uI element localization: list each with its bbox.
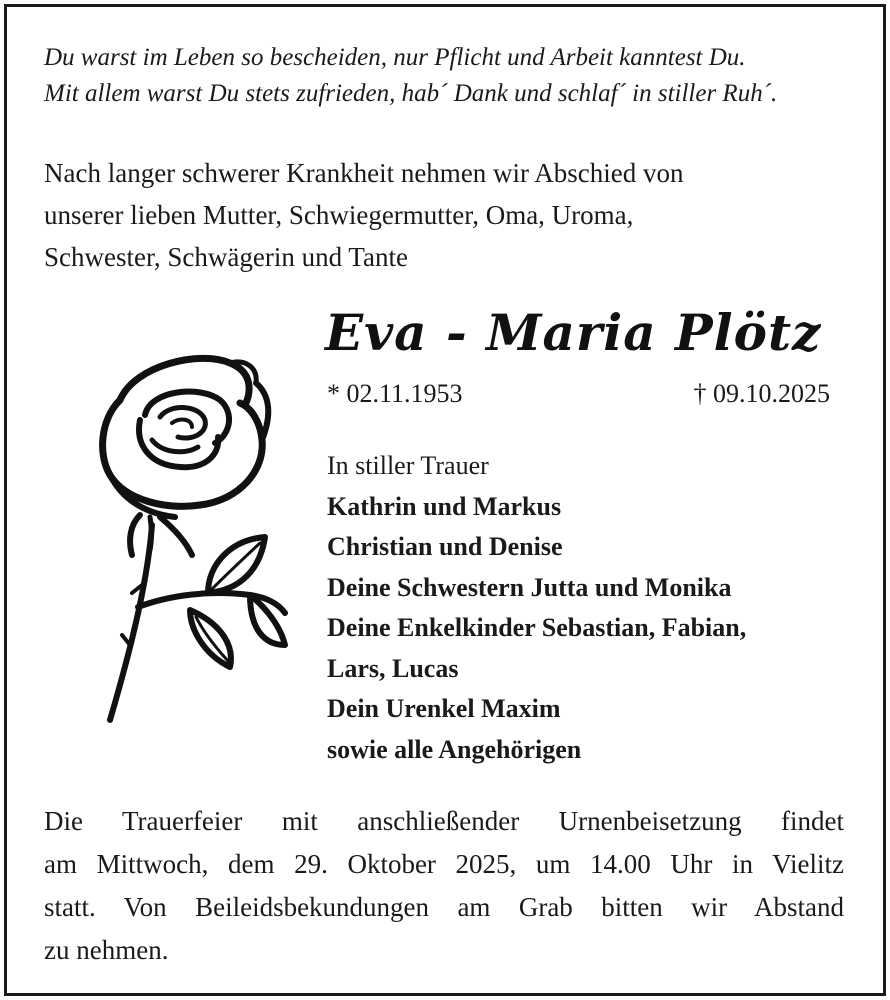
mourners-list <box>327 446 847 770</box>
service-line-4: zu nehmen. <box>44 935 169 965</box>
motto-verse <box>44 40 844 112</box>
service-line-3: statt. Von Beileidsbekundungen am Grab bitten wir Abstand <box>44 892 844 922</box>
death-date: † 09.10.2025 <box>693 379 830 408</box>
service-line-1: Die Trauerfeier mit anschließender Urnenbeisetzung findet <box>44 806 844 836</box>
intro-line-3: Schwester, Schwägerin und Tante <box>44 242 408 272</box>
intro-line-1: Nach langer schwerer Krankheit nehmen wir Abschied von <box>44 158 684 188</box>
intro-line-2: unserer lieben Mutter, Schwiegermutter, Oma, Uroma, <box>44 200 634 230</box>
mourning-lead: In stiller Trauer <box>327 451 489 480</box>
mourner-line: Christian und Denise <box>327 532 563 561</box>
mourner-line: Dein Urenkel Maxim <box>327 694 561 723</box>
mourner-line: Kathrin und Markus <box>327 491 562 521</box>
mourner-line: sowie alle Angehörigen <box>327 734 582 764</box>
service-notice <box>44 800 844 972</box>
motto-line-2: Mit allem warst Du stets zufrieden, hab´ Dank und schlaf´ in stiller Ruh´. <box>44 80 778 107</box>
intro-text <box>44 152 844 278</box>
service-line-2: am Mittwoch, dem 29. Oktober 2025, um 14.00 Uhr in Vielitz <box>44 849 844 879</box>
mourner-line: Deine Enkelkinder Sebastian, Fabian, <box>327 613 747 642</box>
life-dates <box>327 376 830 412</box>
mourner-line: Lars, Lucas <box>327 653 459 683</box>
deceased-name: Eva - Maria Plötz <box>325 303 822 362</box>
motto-line-1: Du warst im Leben so bescheiden, nur Pflicht und Arbeit kanntest Du. <box>44 44 746 71</box>
rose-icon <box>80 345 295 725</box>
mourner-line: Deine Schwestern Jutta und Monika <box>327 572 732 602</box>
birth-date: * 02.11.1953 <box>327 379 463 408</box>
